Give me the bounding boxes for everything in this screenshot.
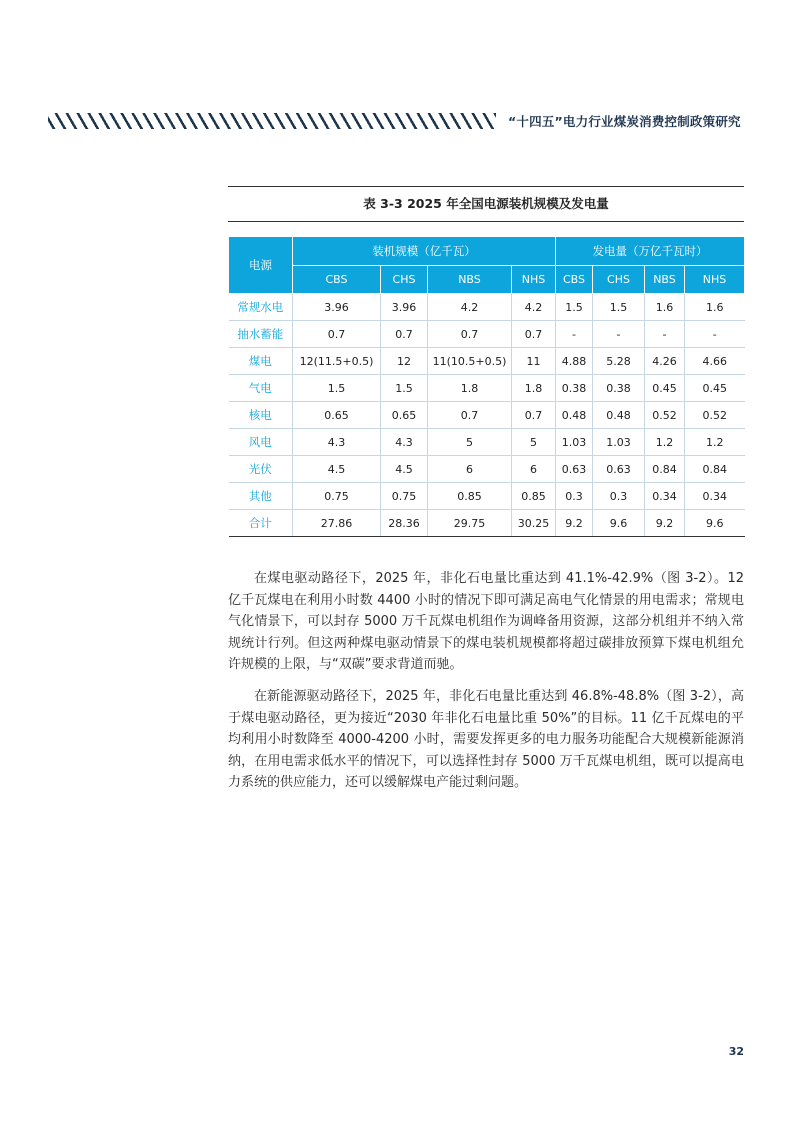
row-label: 气电 — [229, 375, 293, 402]
table-cell: 4.5 — [381, 456, 428, 483]
page-number: 32 — [728, 1045, 744, 1058]
table-cell: 0.38 — [556, 375, 593, 402]
table-cell: 12 — [381, 348, 428, 375]
table-cell: 1.6 — [645, 294, 685, 321]
body-paragraph-new-energy-path: 在新能源驱动路径下，2025 年，非化石电量比重达到 46.8%-48.8%（图 3-2），高于煤电驱动路径，更为接近“2030 年非化石电量比重 50%”的目标。11 亿千瓦煤电的平均利用小时数降至 4000-4200 小时，需要发挥更多的电力服务功能配合大规模新能源消纳，在用电需求低水平的情况下，可以选择性封存 5000 万千瓦煤电机组，既可以提高电力系统的供应能力，还可以缓解煤电产能过剩问题。 — [228, 689, 744, 790]
table-cell: 1.5 — [293, 375, 381, 402]
table-cell: 0.7 — [512, 402, 556, 429]
row-label: 合计 — [229, 510, 293, 537]
table-cell: 0.7 — [428, 402, 512, 429]
subheader-chs-generation: CHS — [593, 266, 645, 294]
table-cell: 0.3 — [593, 483, 645, 510]
table-cell: 6 — [428, 456, 512, 483]
installed-capacity-table-section — [228, 186, 744, 537]
header-stripe-decoration — [48, 113, 496, 129]
table-cell: 0.52 — [645, 402, 685, 429]
table-cell: 0.75 — [293, 483, 381, 510]
row-label: 常规水电 — [229, 294, 293, 321]
table-cell: 29.75 — [428, 510, 512, 537]
table-row — [229, 456, 745, 483]
table-row — [229, 402, 745, 429]
table-row — [229, 348, 745, 375]
table-cell: - — [645, 321, 685, 348]
table-cell: 1.5 — [381, 375, 428, 402]
table-cell: 1.5 — [556, 294, 593, 321]
table-cell: 0.48 — [593, 402, 645, 429]
table-cell: 0.52 — [685, 402, 745, 429]
table-row — [229, 375, 745, 402]
table-subheader-row — [229, 266, 745, 294]
table-cell: 0.45 — [645, 375, 685, 402]
table-cell: 11 — [512, 348, 556, 375]
subheader-cbs-capacity: CBS — [293, 266, 381, 294]
table-cell: 30.25 — [512, 510, 556, 537]
table-row — [229, 294, 745, 321]
table-cell: 0.85 — [512, 483, 556, 510]
table-cell: 0.84 — [645, 456, 685, 483]
header-power-source: 电源 — [229, 237, 293, 294]
table-cell: 0.48 — [556, 402, 593, 429]
table-cell: 9.2 — [556, 510, 593, 537]
table-cell: 9.6 — [685, 510, 745, 537]
table-row — [229, 429, 745, 456]
table-cell: 0.65 — [381, 402, 428, 429]
table-cell: 1.2 — [685, 429, 745, 456]
table-cell: 0.34 — [685, 483, 745, 510]
table-caption-rule — [228, 221, 744, 222]
header-installed-capacity: 装机规模（亿千瓦） — [293, 237, 556, 266]
table-cell: 5.28 — [593, 348, 645, 375]
subheader-chs-capacity: CHS — [381, 266, 428, 294]
row-label: 抽水蓄能 — [229, 321, 293, 348]
table-cell: 0.85 — [428, 483, 512, 510]
row-label: 光伏 — [229, 456, 293, 483]
table-row — [229, 510, 745, 537]
table-cell: 0.63 — [556, 456, 593, 483]
table-cell: 0.84 — [685, 456, 745, 483]
table-cell: 0.3 — [556, 483, 593, 510]
table-cell: 0.34 — [645, 483, 685, 510]
table-cell: 4.88 — [556, 348, 593, 375]
table-cell: 4.2 — [428, 294, 512, 321]
table-cell: 1.6 — [685, 294, 745, 321]
table-row — [229, 321, 745, 348]
row-label: 风电 — [229, 429, 293, 456]
table-cell: 4.5 — [293, 456, 381, 483]
subheader-nbs-capacity: NBS — [428, 266, 512, 294]
table-cell: 5 — [512, 429, 556, 456]
table-cell: 5 — [428, 429, 512, 456]
table-body — [229, 294, 745, 537]
table-cell: 9.2 — [645, 510, 685, 537]
table-cell: 4.26 — [645, 348, 685, 375]
table-caption: 表 3-3 2025 年全国电源装机规模及发电量 — [363, 196, 609, 211]
table-cell: 0.7 — [381, 321, 428, 348]
table-cell: 0.45 — [685, 375, 745, 402]
table-cell: 0.7 — [428, 321, 512, 348]
table-cell: 9.6 — [593, 510, 645, 537]
table-cell: 3.96 — [381, 294, 428, 321]
table-cell: 0.7 — [512, 321, 556, 348]
table-cell: 4.3 — [381, 429, 428, 456]
row-label: 其他 — [229, 483, 293, 510]
subheader-nhs-capacity: NHS — [512, 266, 556, 294]
table-cell: 4.66 — [685, 348, 745, 375]
table-cell: 6 — [512, 456, 556, 483]
table-cell: 0.38 — [593, 375, 645, 402]
body-paragraph-coal-path: 在煤电驱动路径下，2025 年，非化石电量比重达到 41.1%-42.9%（图 3-2）。12 亿千瓦煤电在利用小时数 4400 小时的情况下即可满足高电气化情景的用电需求；常规电气化情景下，可以封存 5000 万千瓦煤电机组作为调峰备用资源，这部分机组并不纳入常规统计行列。但这两种煤电驱动情景下的煤电装机规模都将超过碳排放预算下煤电机组允许规模的上限，与“双碳”要求背道而驰。 — [228, 571, 744, 672]
table-header-row — [229, 237, 745, 266]
table-row — [229, 483, 745, 510]
row-label: 核电 — [229, 402, 293, 429]
table-cell: 1.8 — [512, 375, 556, 402]
table-cell: 4.3 — [293, 429, 381, 456]
table-cell: 4.2 — [512, 294, 556, 321]
subheader-cbs-generation: CBS — [556, 266, 593, 294]
header-generation: 发电量（万亿千瓦时） — [556, 237, 745, 266]
table-cell: 12(11.5+0.5) — [293, 348, 381, 375]
table-cell: 1.2 — [645, 429, 685, 456]
table-cell: - — [556, 321, 593, 348]
row-label: 煤电 — [229, 348, 293, 375]
subheader-nhs-generation: NHS — [685, 266, 745, 294]
table-cell: 1.03 — [593, 429, 645, 456]
table-cell: 0.75 — [381, 483, 428, 510]
capacity-generation-table — [228, 236, 745, 537]
table-cell: 0.65 — [293, 402, 381, 429]
table-cell: 3.96 — [293, 294, 381, 321]
table-cell: 0.7 — [293, 321, 381, 348]
table-cell: 1.5 — [593, 294, 645, 321]
subheader-nbs-generation: NBS — [645, 266, 685, 294]
table-cell: 1.03 — [556, 429, 593, 456]
table-cell: - — [685, 321, 745, 348]
table-cell: 1.8 — [428, 375, 512, 402]
table-cell: 11(10.5+0.5) — [428, 348, 512, 375]
table-cell: 27.86 — [293, 510, 381, 537]
table-cell: 0.63 — [593, 456, 645, 483]
table-cell: 28.36 — [381, 510, 428, 537]
table-cell: - — [593, 321, 645, 348]
running-header-title: “十四五”电力行业煤炭消费控制政策研究 — [508, 114, 741, 129]
